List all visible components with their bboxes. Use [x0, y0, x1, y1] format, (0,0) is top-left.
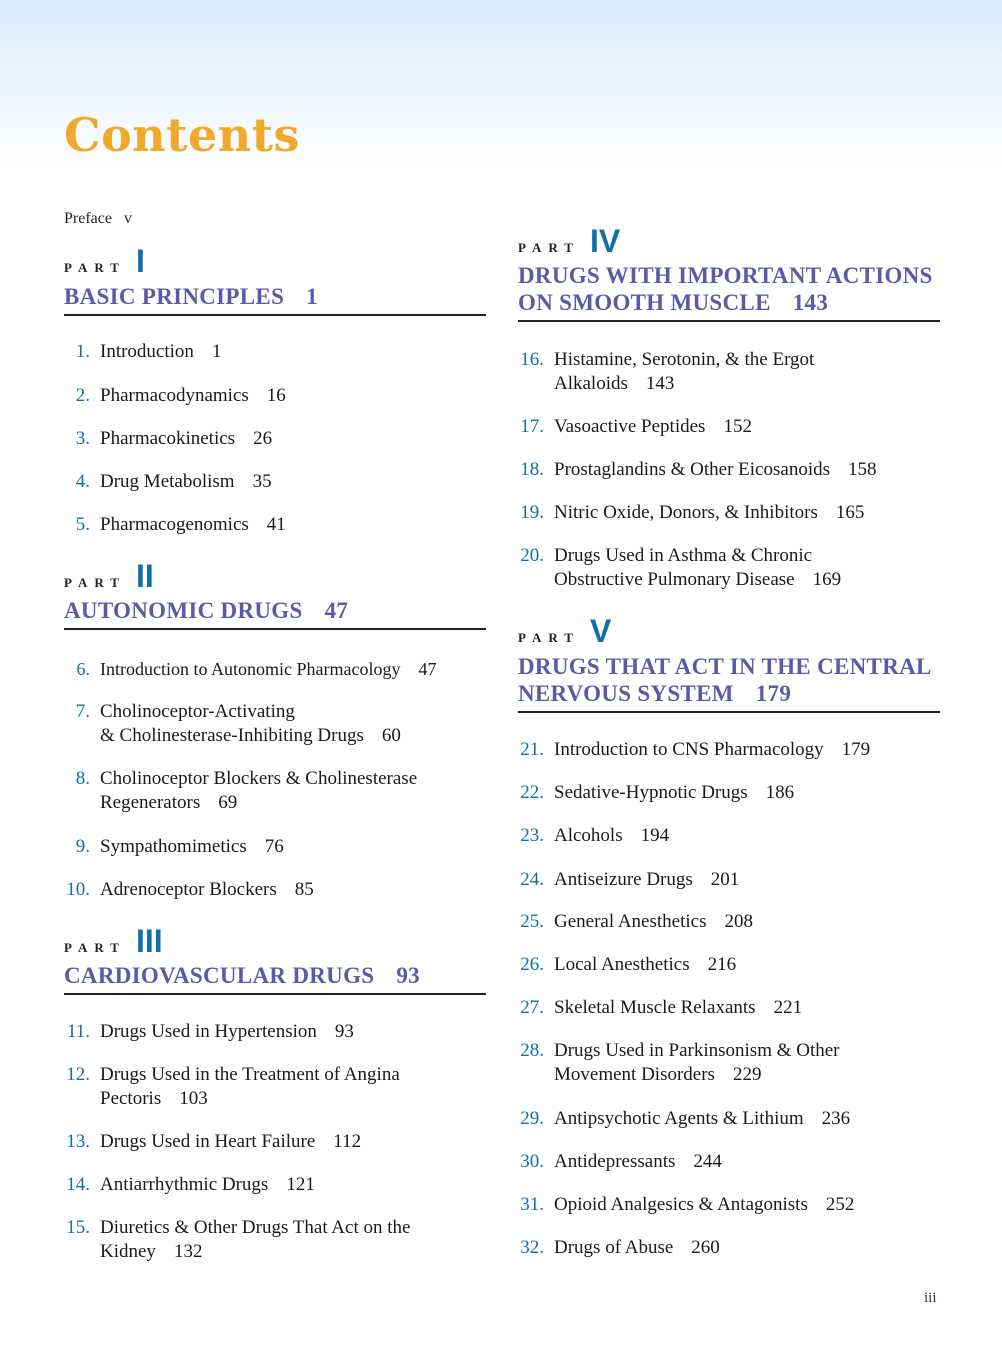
toc-entry[interactable] [518, 501, 864, 525]
part-title-text: AUTONOMIC DRUGS [64, 598, 303, 623]
chapter-number: 13. [66, 1131, 90, 1152]
toc-entry[interactable] [518, 868, 739, 892]
chapter-page: 60 [381, 725, 401, 746]
toc-entry[interactable] [518, 781, 794, 805]
chapter-number: 6. [76, 659, 90, 679]
chapter-title-line1: Drugs Used in the Treatment of Angina [100, 1064, 400, 1085]
chapter-title: Drugs Used in Hypertension [100, 1021, 317, 1042]
toc-entry[interactable] [518, 1107, 850, 1131]
toc-entry[interactable] [64, 835, 284, 859]
chapter-title: Antiarrhythmic Drugs [100, 1174, 269, 1195]
part-word: PART [64, 260, 126, 275]
chapter-number: 15. [66, 1217, 90, 1238]
chapter-number: 16. [520, 349, 544, 370]
toc-entry[interactable] [518, 953, 736, 977]
chapter-title: Prostaglandins & Other Eicosanoids [554, 459, 830, 480]
chapter-page: 35 [252, 471, 272, 492]
chapter-title: Drugs Used in Heart Failure [100, 1131, 316, 1152]
toc-entry[interactable] [518, 824, 669, 848]
chapter-page: 165 [835, 502, 865, 523]
chapter-title: Local Anesthetics [554, 954, 690, 975]
toc-entry[interactable] [518, 544, 841, 592]
chapter-page: 93 [334, 1021, 354, 1042]
chapter-number: 23. [520, 825, 544, 846]
chapter-number: 20. [520, 545, 544, 566]
preface-page: v [123, 210, 132, 227]
toc-entry[interactable] [64, 657, 436, 681]
chapter-page: 260 [691, 1237, 720, 1258]
chapter-page: 76 [264, 836, 284, 857]
part-label-2 [64, 560, 154, 592]
toc-entry[interactable] [518, 458, 877, 482]
part-numeral: I [135, 243, 145, 279]
chapter-title: Pharmacogenomics [100, 514, 249, 535]
chapter-title: Nitric Oxide, Donors, & Inhibitors [554, 502, 818, 523]
chapter-number: 24. [520, 869, 544, 890]
chapter-page: 221 [773, 997, 803, 1018]
chapter-number: 30. [520, 1151, 544, 1172]
chapter-page: 1 [211, 341, 222, 362]
part-title-line1: DRUGS THAT ACT IN THE CENTRAL [518, 654, 932, 679]
chapter-number: 10. [66, 879, 90, 900]
toc-entry[interactable] [64, 470, 272, 494]
chapter-number: 29. [520, 1108, 544, 1129]
chapter-page: 201 [710, 869, 740, 890]
chapter-title: Adrenoceptor Blockers [100, 879, 277, 900]
chapter-title-line2: & Cholinesterase-Inhibiting Drugs [100, 725, 364, 746]
part-title-text: BASIC PRINCIPLES [64, 284, 285, 309]
chapter-number: 25. [520, 911, 544, 932]
toc-entry[interactable] [64, 513, 286, 537]
chapter-page: 194 [640, 825, 670, 846]
chapter-number: 19. [520, 502, 544, 523]
chapter-number: 4. [75, 471, 90, 492]
part-title-2[interactable] [64, 597, 486, 630]
toc-entry[interactable] [518, 348, 814, 396]
toc-entry[interactable] [64, 427, 272, 451]
chapter-page: 208 [724, 911, 753, 932]
chapter-page: 152 [723, 416, 752, 437]
part-page: 143 [792, 290, 829, 315]
toc-entry[interactable] [518, 738, 870, 762]
chapter-page: 112 [333, 1131, 362, 1152]
chapter-title: Introduction to CNS Pharmacology [554, 739, 824, 760]
chapter-page: 69 [218, 792, 238, 813]
part-word: PART [518, 630, 580, 645]
chapter-title: Introduction [100, 341, 194, 362]
toc-entry[interactable] [64, 340, 221, 364]
chapter-number: 26. [520, 954, 544, 975]
chapter-number: 3. [75, 428, 90, 449]
chapter-title: Drug Metabolism [100, 471, 235, 492]
chapter-number: 28. [520, 1040, 544, 1061]
chapter-title-line2: Obstructive Pulmonary Disease [554, 569, 795, 590]
chapter-title-line1: Histamine, Serotonin, & the Ergot [554, 349, 815, 370]
chapter-page: 169 [812, 569, 842, 590]
chapter-title: Antiseizure Drugs [554, 869, 693, 890]
chapter-page: 143 [645, 373, 675, 394]
chapter-title: Skeletal Muscle Relaxants [554, 997, 756, 1018]
chapter-title-line1: Cholinoceptor Blockers & Cholinesterase [100, 768, 418, 789]
chapter-title: Pharmacokinetics [100, 428, 236, 449]
toc-entry[interactable] [518, 415, 752, 439]
chapter-page: 229 [732, 1064, 762, 1085]
chapter-number: 8. [75, 768, 90, 789]
part-numeral: V [589, 613, 612, 649]
chapter-number: 18. [520, 459, 544, 480]
chapter-number: 22. [520, 782, 544, 803]
part-title-5[interactable] [518, 653, 940, 713]
part-word: PART [64, 940, 126, 955]
chapter-title: Opioid Analgesics & Antagonists [554, 1194, 808, 1215]
part-title-3[interactable] [64, 962, 486, 995]
chapter-page: 179 [841, 739, 871, 760]
part-label-3 [64, 925, 163, 957]
chapter-title: General Anesthetics [554, 911, 707, 932]
part-title-4[interactable] [518, 262, 940, 322]
part-page: 1 [306, 284, 318, 309]
chapter-page: 244 [693, 1151, 722, 1172]
chapter-page: 121 [286, 1174, 315, 1195]
chapter-number: 14. [66, 1174, 90, 1195]
chapter-number: 11. [66, 1021, 90, 1042]
chapter-page: 216 [707, 954, 737, 975]
toc-entry-preface[interactable] [64, 210, 132, 228]
chapter-title-line2: Pectoris [100, 1088, 162, 1109]
chapter-title-line2: Kidney [100, 1241, 156, 1262]
chapter-number: 17. [520, 416, 544, 437]
chapter-title: Pharmacodynamics [100, 385, 249, 406]
chapter-number: 21. [520, 739, 544, 760]
part-page: 179 [755, 681, 792, 706]
chapter-title: Sedative-Hypnotic Drugs [554, 782, 748, 803]
chapter-number: 31. [520, 1194, 544, 1215]
part-numeral: II [135, 558, 154, 594]
part-word: PART [64, 575, 126, 590]
chapter-page: 103 [179, 1088, 208, 1109]
toc-entry[interactable] [64, 1173, 315, 1197]
toc-entry[interactable] [518, 910, 753, 934]
toc-entry[interactable] [518, 996, 802, 1020]
toc-entry[interactable] [518, 1150, 722, 1174]
chapter-number: 1. [75, 341, 90, 362]
part-title-line1: DRUGS WITH IMPORTANT ACTIONS [518, 263, 933, 288]
page-title: Contents [64, 108, 300, 162]
chapter-title-line2: Alkaloids [554, 373, 628, 394]
part-numeral: IV [589, 223, 621, 259]
chapter-title: Drugs of Abuse [554, 1237, 674, 1258]
chapter-page: 236 [821, 1108, 851, 1129]
page-number: iii [924, 1290, 937, 1306]
part-numeral: III [135, 923, 163, 959]
part-label-1 [64, 245, 145, 277]
chapter-number: 7. [75, 701, 90, 722]
chapter-page: 47 [418, 659, 437, 679]
toc-entry[interactable] [64, 1216, 410, 1264]
chapter-title: Antidepressants [554, 1151, 676, 1172]
toc-entry[interactable] [518, 1039, 840, 1087]
chapter-number: 32. [520, 1237, 544, 1258]
chapter-title-line2: Movement Disorders [554, 1064, 715, 1085]
part-page: 93 [396, 963, 420, 988]
chapter-page: 186 [765, 782, 795, 803]
part-label-4 [518, 225, 620, 257]
part-page: 47 [324, 598, 349, 623]
chapter-number: 5. [75, 514, 90, 535]
chapter-number: 2. [75, 385, 90, 406]
part-title-line2: ON SMOOTH MUSCLE [518, 290, 771, 315]
toc-entry[interactable] [64, 700, 401, 748]
preface-label: Preface [64, 210, 112, 227]
chapter-title: Vasoactive Peptides [554, 416, 706, 437]
chapter-title: Antipsychotic Agents & Lithium [554, 1108, 804, 1129]
part-title-line2: NERVOUS SYSTEM [518, 681, 734, 706]
chapter-number: 9. [75, 836, 90, 857]
chapter-page: 158 [848, 459, 877, 480]
part-title-text: CARDIOVASCULAR DRUGS [64, 963, 375, 988]
chapter-number: 12. [66, 1064, 90, 1085]
toc-entry[interactable] [64, 1020, 354, 1044]
chapter-title: Sympathomimetics [100, 836, 247, 857]
part-word: PART [518, 240, 580, 255]
chapter-number: 27. [520, 997, 544, 1018]
toc-entry[interactable] [64, 384, 286, 408]
part-title-1[interactable] [64, 283, 486, 316]
chapter-page: 26 [253, 428, 273, 449]
toc-entry[interactable] [64, 1130, 361, 1154]
chapter-title-line1: Drugs Used in Asthma & Chronic [554, 545, 813, 566]
toc-entry[interactable] [518, 1193, 854, 1217]
chapter-title-line2: Regenerators [100, 792, 201, 813]
chapter-title-line1: Drugs Used in Parkinsonism & Other [554, 1040, 840, 1061]
chapter-page: 132 [173, 1241, 203, 1262]
toc-entry[interactable] [64, 767, 417, 815]
toc-entry[interactable] [518, 1236, 720, 1260]
chapter-title-line1: Cholinoceptor-Activating [100, 701, 295, 722]
chapter-page: 16 [266, 385, 286, 406]
chapter-page: 41 [266, 514, 286, 535]
toc-entry[interactable] [64, 1063, 400, 1111]
chapter-title: Introduction to Autonomic Pharmacology [100, 659, 401, 679]
toc-entry[interactable] [64, 878, 314, 902]
chapter-page: 252 [825, 1194, 855, 1215]
chapter-title-line1: Diuretics & Other Drugs That Act on the [100, 1217, 411, 1238]
part-label-5 [518, 615, 611, 647]
chapter-page: 85 [294, 879, 314, 900]
chapter-title: Alcohols [554, 825, 623, 846]
